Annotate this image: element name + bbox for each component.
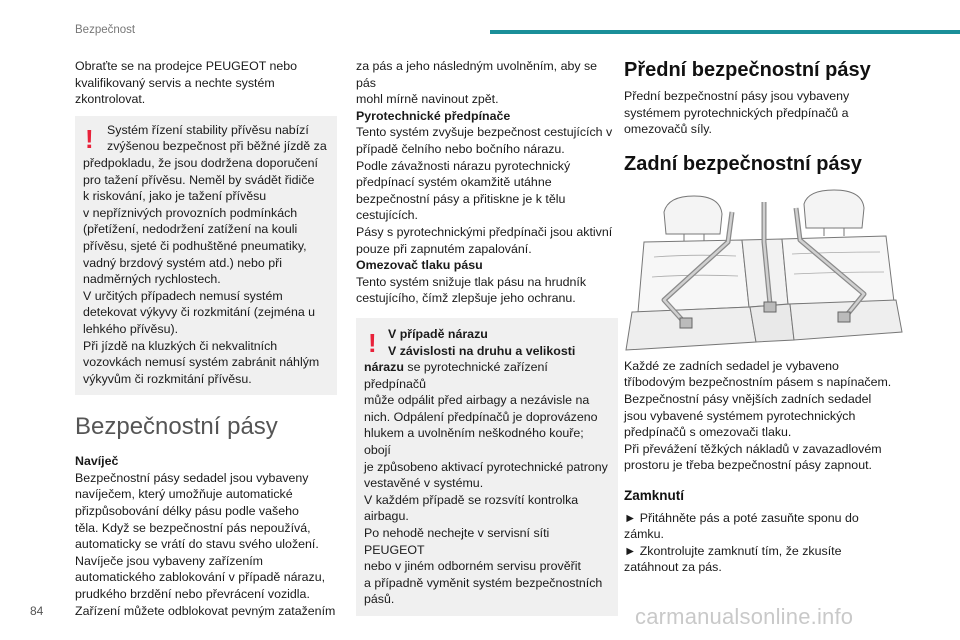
text-line: Podle závažnosti nárazu pyrotechnický <box>356 158 571 173</box>
text-line: zámku. <box>624 527 664 542</box>
text-line: zkontrolovat. <box>75 92 146 107</box>
text-line: výkyvům či rozkmitání přívěsu. <box>83 371 252 386</box>
text-line: za pás a jeho následným uvolněním, aby se pás <box>356 59 598 90</box>
text-line: ► Přitáhněte pás a poté zasuňte sponu do <box>624 510 859 525</box>
text-line <box>364 359 608 392</box>
text-line: systémem pyrotechnických předpínačů a <box>624 105 849 120</box>
text-line: V každém případě se rozsvítí kontrolka <box>364 492 579 507</box>
text-span: se pyrotechnické zařízení předpínačů <box>364 360 548 391</box>
warning-box-crash <box>356 318 618 616</box>
text-line: Při jízdě na kluzkých či nekvalitních <box>83 338 278 353</box>
text-line: Každé ze zadních sedadel je vybaveno <box>624 358 839 373</box>
warning-title: V případě nárazu <box>388 326 488 341</box>
text-line: v nepříznivých provozních podmínkách <box>83 205 298 220</box>
column-right <box>624 58 904 576</box>
text-line: těla. Když se bezpečnostní pás nepoužívá, <box>75 520 311 535</box>
text-line: detekovat výkyvy či rozkmitání (zejména u <box>83 305 316 320</box>
front-belts-paragraph <box>624 88 904 138</box>
text-line: vestavěné v systému. <box>364 476 484 491</box>
text-line: zatáhnout za pás. <box>624 560 722 575</box>
text-line: Bezpečnostní pásy vnějších zadních sedadel <box>624 391 872 406</box>
warning-icon: ! <box>85 123 94 154</box>
rear-seat-belts-illustration <box>624 182 904 352</box>
text-line: Obraťte se na prodejce PEUGEOT nebo <box>75 59 298 73</box>
text-line: vozovkách nemusí systém zabránit náhlým <box>83 355 320 370</box>
column-left <box>75 58 337 619</box>
text-line: přizpůsobování délky pásu podle vašeho <box>75 504 299 519</box>
warning-box-trailer <box>75 116 337 396</box>
text-line: jsou vybavené systémem pyrotechnických <box>624 408 856 423</box>
text-line: případě čelního nebo bočního nárazu. <box>356 141 565 156</box>
text-line: vadný brzdový systém atd.) nebo při <box>83 255 283 270</box>
text-line: pouze při zapnutém zapalování. <box>356 241 532 256</box>
text-line: předpokladu, že jsou dodržena doporučení <box>83 155 318 170</box>
watermark-text: carmanualsonline.info <box>635 604 854 629</box>
intro-paragraph <box>75 58 337 108</box>
text-line: navíječem, který umožňuje automatické <box>75 487 293 502</box>
rear-belts-paragraph <box>624 358 904 474</box>
text-line: prostoru je třeba bezpečnostní pásy zapnout. <box>624 458 872 473</box>
text-line: pásů. <box>364 592 395 607</box>
text-line: (přetížení, nedodržení zatížení na kouli <box>83 222 298 237</box>
text-line: tříbodovým bezpečnostním pásem s napínačem. <box>624 375 892 390</box>
subheading-navijec: Navíječ <box>75 454 119 469</box>
text-line: zvýšenou bezpečnost při běžné jízdě za <box>107 139 327 154</box>
text-line: předpínací systém okamžitě utáhne <box>356 175 552 190</box>
text-line: Po nehodě nechejte v servisní síti PEUGEOT <box>364 526 550 557</box>
text-line: bezpečnostní pásy a přitiskne je k tělu <box>356 191 566 206</box>
text-line: přívěsu, sjeté či podhuštěné pneumatiky, <box>83 238 307 253</box>
text-line: nich. Odpálení předpínačů je doprovázeno <box>364 409 598 424</box>
section-title-seatbelts: Bezpečnostní pásy <box>75 413 278 441</box>
text-line: Systém řízení stability přívěsu nabízí <box>107 122 309 137</box>
text-line: a případně vyměnit systém bezpečnostních <box>364 575 603 590</box>
text-line: Zařízení můžete odblokovat pevným zatažením <box>75 603 336 618</box>
text-line: Při převážení těžkých nákladů v zavazadlovém <box>624 441 882 456</box>
text-line: je způsobeno aktivací pyrotechnické patrony <box>364 459 608 474</box>
subheading-locking: Zamknutí <box>624 487 685 503</box>
text-line: k riskování, jako je tažení přívěsu <box>83 189 267 204</box>
text-line: předpínačů s omezovači tlaku. <box>624 425 792 440</box>
text-line: V určitých případech nemusí systém <box>83 288 283 303</box>
text-line: Bezpečnostní pásy sedadel jsou vybaveny <box>75 470 309 485</box>
text-line: Navíječe jsou vybaveny zařízením <box>75 553 264 568</box>
text-line: automatického zablokování v případě nárazu, <box>75 570 326 585</box>
text-line: prudkého brzdění nebo převrácení vozidla. <box>75 587 310 602</box>
text-line: kvalifikovaný servis a nechte systém <box>75 75 275 90</box>
text-line: Tento systém snižuje tlak pásu na hrudník <box>356 274 587 289</box>
text-line: cestujících. <box>356 208 418 223</box>
bold-word: nárazu <box>364 360 404 375</box>
text-line: Pásy s pyrotechnickými předpínači jsou aktivní <box>356 224 613 239</box>
text-line: automaticky se vrátí do stavu svého uložení. <box>75 537 319 552</box>
subheading-pyrotechnic: Pyrotechnické předpínače <box>356 108 511 123</box>
warning-icon: ! <box>368 327 377 358</box>
text-line: omezovačů síly. <box>624 122 712 137</box>
text-line: mohl mírně navinout zpět. <box>356 92 499 107</box>
navijec-block <box>75 453 337 619</box>
locking-steps <box>624 510 904 576</box>
text-line: Tento systém zvyšuje bezpečnost cestujících v <box>356 125 613 140</box>
text-line: nadměrných rychlostech. <box>83 272 221 287</box>
header-accent-bar <box>490 30 960 34</box>
section-title-rear-belts: Zadní bezpečnostní pásy <box>624 152 862 175</box>
text-line: cestujícího, čímž zlepšuje jeho ochranu. <box>356 291 576 306</box>
text-line: airbagu. <box>364 509 409 524</box>
header-section-label: Bezpečnost <box>75 24 136 36</box>
warning-subtitle: V závislosti na druhu a velikosti <box>388 343 576 358</box>
text-line: ► Zkontrolujte zamknutí tím, že zkusíte <box>624 543 842 558</box>
text-line: pro tažení přívěsu. Neměl by svádět řidiče <box>83 172 315 187</box>
page-number: 84 <box>30 604 44 618</box>
text-line: nebo v jiném odborném servisu prověřit <box>364 559 581 574</box>
text-line: Přední bezpečnostní pásy jsou vybaveny <box>624 89 850 103</box>
text-line: hlukem a uvolněním neškodného kouře; obojí <box>364 426 584 458</box>
section-title-front-belts: Přední bezpečnostní pásy <box>624 59 871 81</box>
text-line: může odpálit před airbagy a nezávisle na <box>364 393 590 408</box>
subheading-limiter: Omezovač tlaku pásu <box>356 258 483 273</box>
column-middle <box>356 58 618 616</box>
text-line: lehkého přívěsu). <box>83 321 179 336</box>
